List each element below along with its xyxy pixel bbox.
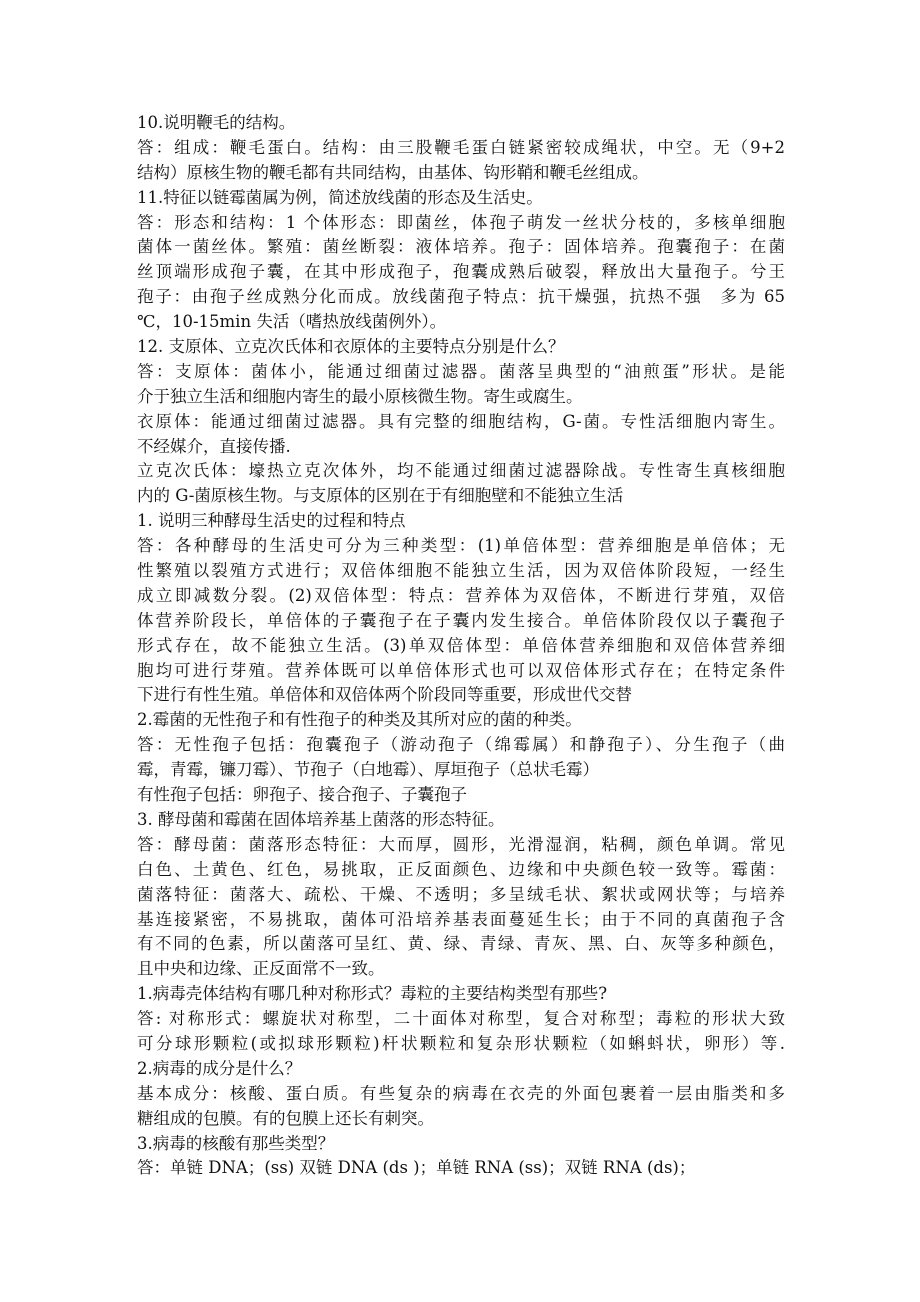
question-heading: 2.病毒的成分是什么？ <box>137 1058 302 1078</box>
answer-text: 形式存在，故不能独立生活。(3)单双倍体型：单倍体营养细胞和双倍体营养细 <box>137 635 785 655</box>
answer-text: 答：支原体：菌体小，能通过细菌过滤器。菌落呈典型的“油煎蛋”形状。是能 <box>137 361 785 381</box>
answer-text: 有不同的色素，所以菌落可呈红、黄、绿、青绿、青灰、黑、白、灰等多种颜色， <box>137 934 785 954</box>
answer-text: 菌体一菌丝体。繁殖：菌丝断裂：液体培养。孢子：固体培养。孢囊孢子：在菌 <box>137 237 785 257</box>
answer-text: 立克次氏体：壕热立克次体外，均不能通过细菌过滤器除战。专性寄生真核细胞 <box>137 461 785 481</box>
answer-text: 不经媒介，直接传播. <box>137 436 291 456</box>
answer-text: 答：酵母菌：菌落形态特征：大而厚，圆形，光滑湿润，粘稠，颜色单调。常见 <box>137 834 785 854</box>
answer-text: 可分球形颗粒(或拟球形颗粒)杆状颗粒和复杂形状颗粒（如蝌蚪状，卵形）等. <box>137 1033 785 1053</box>
answer-text: 答：组成：鞭毛蛋白。结构：由三股鞭毛蛋白链紧密较成绳状，中空。无（9+2 <box>137 137 785 157</box>
answer-text: 介于独立生活和细胞内寄生的最小原核微生物。寄生或腐生。 <box>137 386 583 406</box>
answer-text: 菌落特征：菌落大、疏松、干燥、不透明；多呈绒毛状、絮状或网状等；与培养 <box>137 884 785 904</box>
document-body <box>137 111 785 1181</box>
answer-text: 糖组成的包膜。有的包膜上还长有刺突。 <box>137 1108 434 1128</box>
question-heading: 3. 酵母菌和霉菌在固体培养基上菌落的形态特征。 <box>137 809 505 829</box>
answer-text: 白色、土黄色、红色，易挑取，正反面颜色、边缘和中央颜色较一致等。霉菌： <box>137 859 785 879</box>
question-heading: 3.病毒的核酸有那些类型？ <box>137 1133 335 1153</box>
answer-text: 霉，青霉，镰刀霉）、节孢子（白地霉）、厚垣孢子（总状毛霉） <box>137 760 599 780</box>
answer-text: 且中央和边缘、正反面常不一致。 <box>137 959 385 979</box>
answer-text: 衣原体：能通过细菌过滤器。具有完整的细胞结构，G-菌。专性活细胞内寄生。 <box>137 411 785 431</box>
answer-text: 基连接紧密，不易挑取，菌体可沿培养基表面蔓延生长；由于不同的真菌孢子含 <box>137 909 785 929</box>
answer-text: 答：形态和结构：1 个体形态：即菌丝，体孢子萌发一丝状分枝的，多核单细胞 <box>137 212 785 232</box>
answer-text: 下进行有性生殖。单倍体和双倍体两个阶段同等重要，形成世代交替 <box>137 685 632 705</box>
answer-text: 结构）原核生物的鞭毛都有共同结构，由基体、钩形鞘和鞭毛丝组成。 <box>137 162 649 182</box>
answer-text: 性繁殖以裂殖方式进行；双倍体细胞不能独立生活，因为双倍体阶段短，一经生 <box>137 561 785 581</box>
answer-text: 基本成分：核酸、蛋白质。有些复杂的病毒在衣壳的外面包裹着一层由脂类和多 <box>137 1083 785 1103</box>
question-heading: 11.特征以链霉菌属为例，简述放线菌的形态及生活史。 <box>137 187 543 207</box>
question-heading: 1. 说明三种酵母生活史的过程和特点 <box>137 511 406 531</box>
answer-text: 孢子：由孢子丝成熟分化而成。放线菌孢子特点：抗干燥强，抗热不强 多为 65 <box>137 287 785 307</box>
answer-text: 内的 G-菌原核生物。与支原体的区别在于有细胞壁和不能独立生活 <box>137 486 624 506</box>
answer-text: 答：无性孢子包括：孢囊孢子（游动孢子（绵霉属）和静孢子）、分生孢子（曲 <box>137 735 785 755</box>
answer-text: ℃，10-15min 失活（嗜热放线菌例外）。 <box>137 312 447 332</box>
question-heading: 2.霉菌的无性孢子和有性孢子的种类及其所对应的菌的种类。 <box>137 710 582 730</box>
question-heading: 1.病毒壳体结构有哪几种对称形式？毒粒的主要结构类型有那些? <box>137 984 608 1004</box>
answer-text: 胞均可进行芽殖。营养体既可以单倍体形式也可以双倍体形式存在；在特定条件 <box>137 660 785 680</box>
answer-text: 成立即减数分裂。(2)双倍体型：特点：营养体为双倍体，不断进行芽殖，双倍 <box>137 585 785 605</box>
answer-text: 有性孢子包括：卵孢子、接合孢子、子囊孢子 <box>137 785 467 805</box>
answer-text: 丝顶端形成孢子囊，在其中形成孢子，孢囊成熟后破裂，释放出大量孢子。兮王 <box>137 262 785 282</box>
answer-text: 答：各种酵母的生活史可分为三种类型：(1)单倍体型：营养细胞是单倍体；无 <box>137 536 785 556</box>
answer-text: 体营养阶段长，单倍体的子囊孢子在子囊内发生接合。单倍体阶段仅以子囊孢子 <box>137 610 785 630</box>
question-heading: 12. 支原体、立克次氏体和衣原体的主要特点分别是什么？ <box>137 337 565 357</box>
answer-text: 答: 对称形式：螺旋状对称型，二十面体对称型，复合对称型；毒粒的形状大致 <box>137 1009 785 1029</box>
question-heading: 10.说明鞭毛的结构。 <box>137 113 296 132</box>
answer-text: 答：单链 DNA；(ss) 双链 DNA (ds )；单链 RNA (ss)；双链 RNA (ds)； <box>137 1158 696 1178</box>
